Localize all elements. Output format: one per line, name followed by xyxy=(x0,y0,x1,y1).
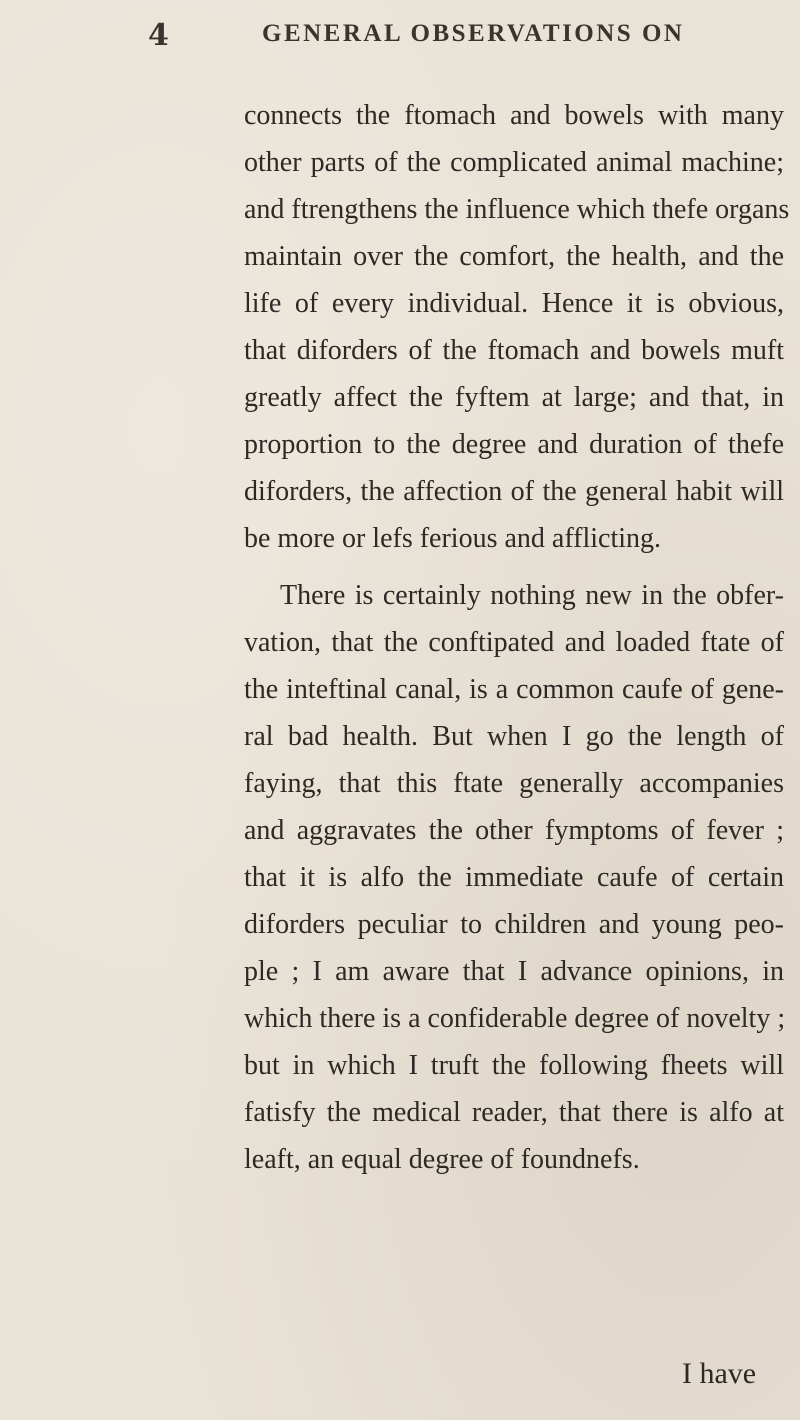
text-line: which there is a confiderable degree of novelty ; xyxy=(244,1003,786,1034)
text-line: connects the ftomach and bowels with many xyxy=(244,100,784,131)
running-head-title: GENERAL OBSERVATIONS ON xyxy=(262,20,685,47)
text-line: maintain over the comfort, the health, and the xyxy=(244,241,784,272)
text-line: other parts of the complicated animal machine; xyxy=(244,147,784,178)
text-line: vation, that the conftipated and loaded ftate of xyxy=(244,627,784,658)
running-head xyxy=(0,18,800,58)
text-line: and aggravates the other fymptoms of fever ; xyxy=(244,815,784,846)
text-line: There is certainly nothing new in the obfer- xyxy=(280,580,784,611)
text-line: be more or lefs ferious and afflicting. xyxy=(244,523,662,554)
text-line: faying, that this ftate generally accompanies xyxy=(244,768,784,799)
catchword: I have xyxy=(682,1357,757,1390)
paragraph-1 xyxy=(244,92,790,562)
page-number: 4 xyxy=(148,18,169,53)
text-line: that it is alfo the immediate caufe of certain xyxy=(244,862,784,893)
text-line: life of every individual. Hence it is obvious, xyxy=(244,288,784,319)
text-line: and ftrengthens the influence which thefe organs xyxy=(244,194,790,225)
text-line: but in which I truft the following fheets will xyxy=(244,1050,784,1081)
text-line: ple ; I am aware that I advance opinions, in xyxy=(244,956,784,987)
text-line: ral bad health. But when I go the length of xyxy=(244,721,784,752)
text-line: diforders peculiar to children and young peo- xyxy=(244,909,784,940)
text-line: that diforders of the ftomach and bowels muft xyxy=(244,335,784,366)
text-line: the inteftinal canal, is a common caufe of gene- xyxy=(244,674,784,705)
text-line: greatly affect the fyftem at large; and that, in xyxy=(244,382,784,413)
text-line: fatisfy the medical reader, that there is alfo at xyxy=(244,1097,784,1128)
text-line: diforders, the affection of the general habit will xyxy=(244,476,784,507)
text-line: leaft, an equal degree of foundnefs. xyxy=(244,1144,640,1175)
paragraph-2 xyxy=(244,572,784,1183)
text-line: proportion to the degree and duration of thefe xyxy=(244,429,784,460)
